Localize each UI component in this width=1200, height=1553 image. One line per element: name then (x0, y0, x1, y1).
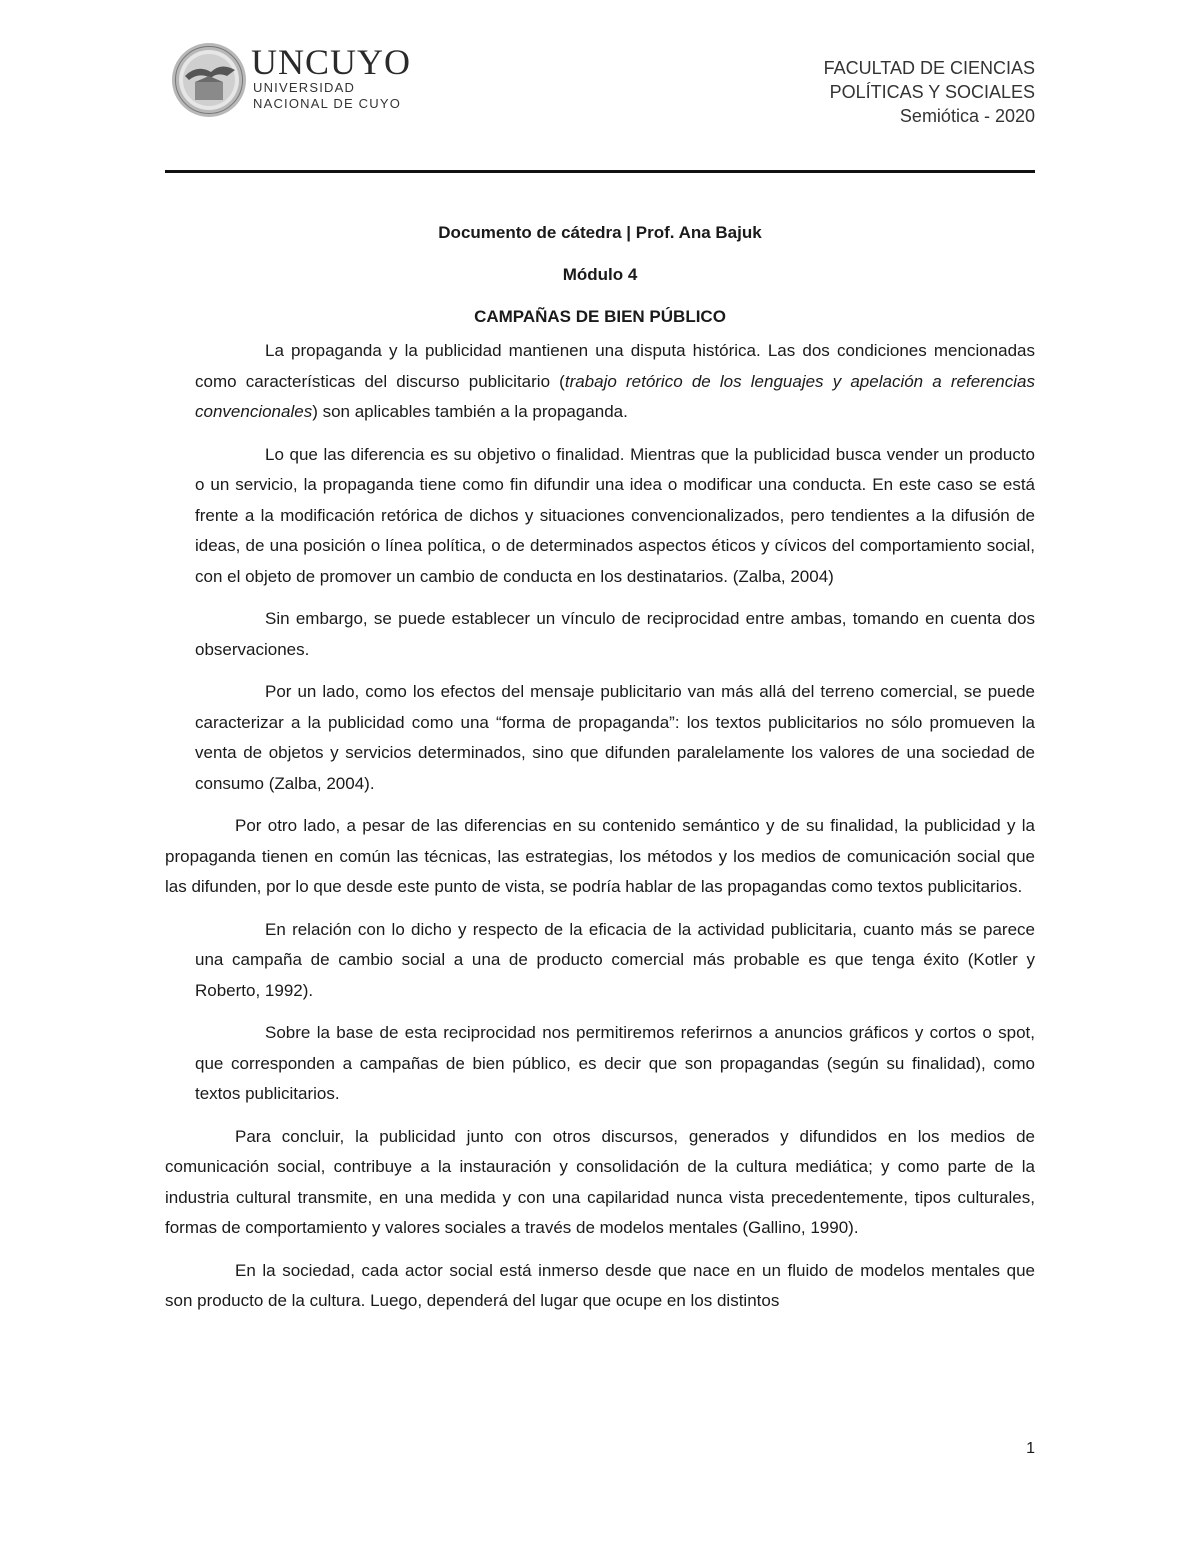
document-heading: Documento de cátedra | Prof. Ana Bajuk (438, 223, 762, 242)
document-body (165, 222, 1035, 1329)
page-number: 1 (1026, 1440, 1035, 1457)
paragraph-1 (165, 336, 1035, 428)
paragraph-6: En relación con lo dicho y respecto de la eficacia de la actividad publicitaria, cuanto más se parece una campaña de cambio social a una de producto comercial más probable es que tenga éxito (Kotler y Roberto, 1992). (195, 919, 1035, 1000)
course-year: Semiótica - 2020 (899, 106, 1035, 126)
brand-subtitle-2: NACIONAL DE CUYO (253, 96, 402, 111)
paragraph-8: Para concluir, la publicidad junto con otros discursos, generados y difundidos en los medios de comunicación social, contribuye a la instauración y consolidación de la cultura mediática; y como parte de la industria cultural transmite, en una medida y con una capilaridad nunca vista precedentemente, tipos culturales, formas de comportamiento y valores sociales a través de modelos mentales (Gallino, 1990). (165, 1126, 1035, 1237)
paragraph-2: Lo que las diferencia es su objetivo o finalidad. Mientras que la publicidad busca vender un producto o un servicio, la propaganda tiene como fin difundir una idea o modificar una conducta. En este caso se está frente a la modificación retórica de dichos y situaciones convencionalizados, pero tendientes a la difusión de ideas, de una posición o línea política, o de determinados aspectos éticos y cívicos del comportamiento social, con el objeto de promover un cambio de conducta en los destinatarios. (Zalba, 2004) (195, 444, 1035, 586)
paragraph-5: Por otro lado, a pesar de las diferencias en su contenido semántico y de su finalidad, la publicidad y la propaganda tienen en común las técnicas, las estrategias, los métodos y los medios de comunicación social que las difunden, por lo que desde este punto de vista, se podría hablar de las propagandas como textos publicitarios. (165, 816, 1035, 896)
brand-subtitle-1: UNIVERSIDAD (253, 80, 356, 95)
brand-name: UNCUYO (251, 42, 412, 82)
paragraph-3: Sin embargo, se puede establecer un vínculo de reciprocidad entre ambas, tomando en cuenta dos observaciones. (195, 609, 1035, 659)
paragraph-7: Sobre la base de esta reciprocidad nos permitiremos referirnos a anuncios gráficos y cortos o spot, que corresponden a campañas de bien público, es decir que son propagandas (según su finalidad), como textos publicitarios. (195, 1023, 1035, 1103)
university-seal-icon (171, 42, 247, 118)
header-divider (165, 170, 1035, 173)
page-header (165, 38, 1035, 138)
paragraph-1-text-a: La propaganda y la publicidad mantienen una disputa histórica. Las dos condiciones mencionadas como características del discurso publicitario ( (195, 341, 1035, 391)
paragraph-1-italic: trabajo retórico de los lenguajes y apelación a referencias convencionales (195, 371, 1035, 421)
faculty-block (824, 56, 1035, 128)
paragraph-9: En la sociedad, cada actor social está inmerso desde que nace en un fluido de modelos mentales que son producto de la cultura. Luego, dependerá del lugar que ocupe en los distintos (165, 1260, 1035, 1310)
section-title: CAMPAÑAS DE BIEN PÚBLICO (474, 307, 726, 326)
faculty-line-2: POLÍTICAS Y SOCIALES (829, 82, 1035, 102)
paragraph-4: Por un lado, como los efectos del mensaje publicitario van más allá del terreno comercial, se puede caracterizar a la publicidad como una “forma de propaganda”: los textos publicitarios no sólo promueven la venta de objetos y servicios determinados, sino que difunden paralelamente los valores de una sociedad de consumo (Zalba, 2004). (195, 682, 1035, 793)
faculty-line-1: FACULTAD DE CIENCIAS (823, 58, 1035, 78)
module-title: Módulo 4 (562, 265, 638, 284)
university-logo-text (251, 44, 411, 112)
paragraph-1-text-b: ) son aplicables también a la propaganda. (312, 402, 628, 421)
